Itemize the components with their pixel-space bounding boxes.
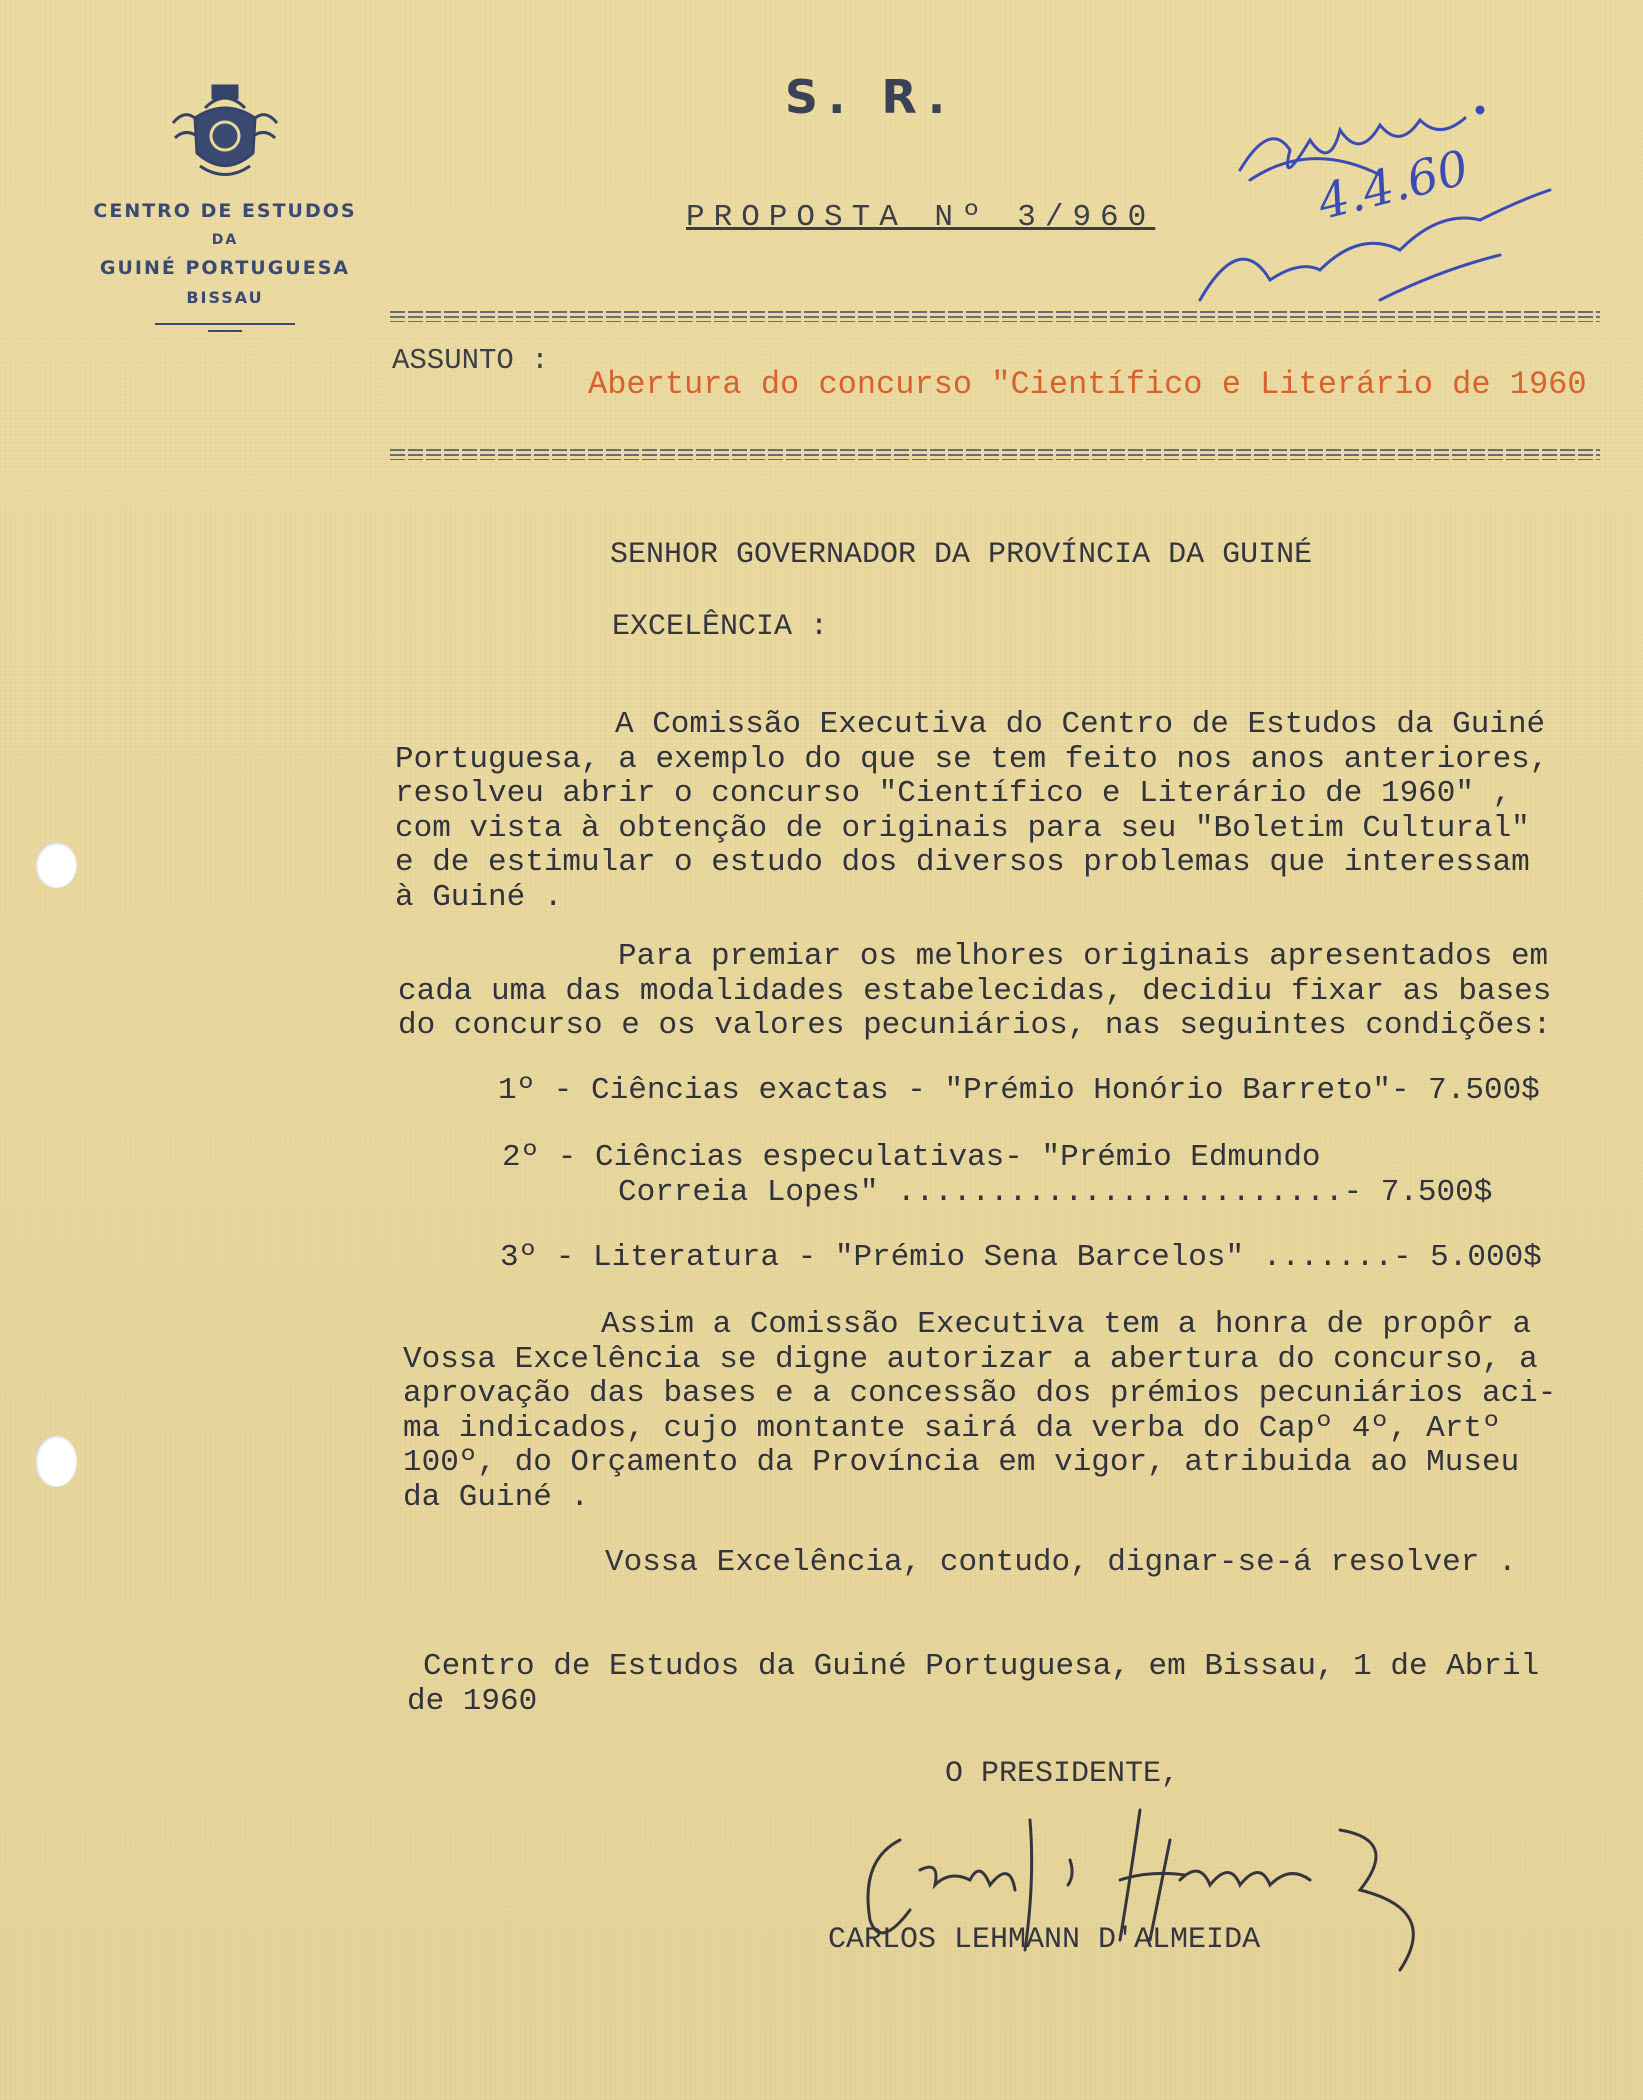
text-line: de 1960 bbox=[407, 1683, 538, 1719]
text-line: da Guiné . bbox=[403, 1479, 590, 1515]
text-line: Vossa Excelência se digne autorizar a abertura do concurso, a bbox=[403, 1341, 1538, 1377]
divider bbox=[155, 323, 295, 325]
double-rule bbox=[390, 308, 1600, 322]
letterhead-line: CENTRO DE ESTUDOS bbox=[93, 200, 357, 222]
excellency-greeting: EXCELÊNCIA : bbox=[612, 610, 829, 644]
text-line: aprovação das bases e a concessão dos prémios pecuniários aci- bbox=[403, 1376, 1557, 1411]
text-line: com vista à obtenção de originais para seu "Boletim Cultural" bbox=[395, 810, 1530, 846]
double-rule bbox=[390, 446, 1600, 460]
text-line: Portuguesa, a exemplo do que se tem feito nos anos anteriores, bbox=[395, 741, 1549, 777]
text-line: Centro de Estudos da Guiné Portuguesa, em Bissau, 1 de Abril bbox=[423, 1649, 1540, 1684]
svg-text:4.4.60: 4.4.60 bbox=[1312, 139, 1475, 232]
signatory-title: O PRESIDENTE, bbox=[945, 1757, 1180, 1791]
letterhead-city: BISSAU bbox=[186, 288, 264, 307]
paragraph bbox=[398, 940, 1643, 1044]
divider bbox=[208, 330, 242, 332]
text-line: do concurso e os valores pecuniários, nas seguintes condições: bbox=[398, 1008, 1552, 1043]
signatory-name: CARLOS LEHMANN D'ALMEIDA bbox=[828, 1923, 1261, 1957]
text-line: resolveu abrir o concurso "Científico e Literário de 1960" , bbox=[395, 776, 1512, 811]
coat-of-arms-icon bbox=[165, 78, 285, 183]
text-line: ma indicados, cujo montante sairá da verba do Capº 4º, Artº bbox=[403, 1410, 1501, 1446]
text-line: Assim a Comissão Executiva tem a honra de propôr a bbox=[601, 1307, 1532, 1342]
punch-hole bbox=[35, 842, 77, 888]
text-line: à Guiné . bbox=[395, 879, 563, 915]
paragraph bbox=[403, 1308, 1643, 1515]
text-line: Para premiar os melhores originais apresentados em bbox=[618, 939, 1549, 974]
punch-hole bbox=[35, 1435, 77, 1487]
place-date bbox=[407, 1649, 1643, 1719]
letterhead-line: GUINÉ PORTUGUESA bbox=[99, 257, 351, 279]
text-line: cada uma das modalidades estabelecidas, decidiu fixar as bases bbox=[398, 973, 1552, 1009]
prize-item: 2º - Ciências especulativas- "Prémio Edmundo bbox=[502, 1140, 1321, 1175]
paragraph bbox=[395, 708, 1643, 915]
subject-label: ASSUNTO : bbox=[392, 344, 549, 377]
prize-item: 3º - Literatura - "Prémio Sena Barcelos" .......- 5.000$ bbox=[500, 1240, 1542, 1275]
text-line: 100º, do Orçamento da Província em vigor, atribuida ao Museu bbox=[403, 1445, 1520, 1480]
handwritten-approval-note bbox=[1180, 80, 1600, 340]
letterhead-line: DA bbox=[211, 232, 239, 248]
text-line: e de estimular o estudo dos diversos problemas que interessam bbox=[395, 845, 1530, 880]
salutation: SENHOR GOVERNADOR DA PROVÍNCIA DA GUINÉ bbox=[610, 538, 1313, 572]
subject-text: Abertura do concurso "Científico e Literário de 1960 bbox=[588, 366, 1587, 403]
sr-heading: S. R. bbox=[784, 70, 956, 124]
prize-item: 1º - Ciências exactas - "Prémio Honório Barreto"- 7.500$ bbox=[498, 1073, 1540, 1108]
prize-item-continued: Correia Lopes" ........................- 7.500$ bbox=[618, 1175, 1493, 1210]
proposal-number: PROPOSTA Nº 3/960 bbox=[686, 200, 1156, 235]
closing-paragraph: Vossa Excelência, contudo, dignar-se-á resolver . bbox=[605, 1545, 1517, 1580]
text-line: A Comissão Executiva do Centro de Estudos da Guiné bbox=[615, 707, 1546, 742]
